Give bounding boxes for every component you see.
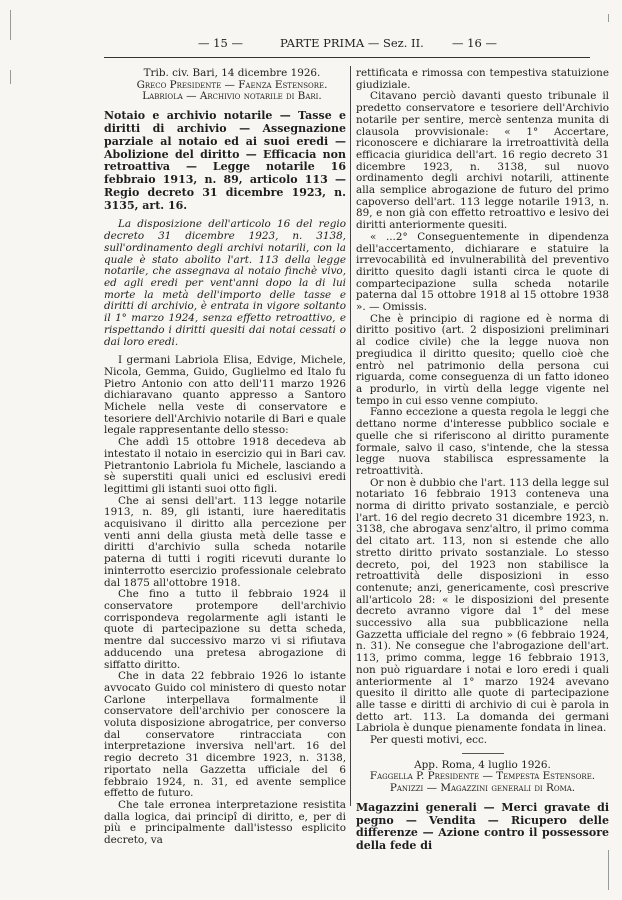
parties-line: Labriola — Archivio notarile di Bari. — [142, 90, 322, 103]
paragraph: Fanno eccezione a questa regola le leggi che dettano norme d'interesse pubblico sociale e quelle che si riferiscono al diritto puramente formale, salvo il caso, s'intende, che la stessa legge nuova stabilisca espressamente la retroattività. — [356, 406, 609, 477]
paragraph: « ...2° Conseguentemente in dipendenza dell'accertamento, dichiarare e statuire la irrevocabilità ed invulnerabilità del preventivo diritto quesito dagli istanti circa le quote di compartecipazione sulla scheda notarile paterna dal 15 ottobre 1918 al 15 ottobre 1938 ». — Omissis. — [356, 230, 609, 314]
parties-line: Panizzi — Magazzini generali di Roma. — [389, 782, 576, 795]
left-column — [104, 68, 346, 847]
paragraph: Che tale erronea interpretazione resistita dalla logica, dai principî di diritto, e, per di più e principalmente dall'istesso esplicito decreto, va — [104, 798, 346, 847]
closing-formula: Per questi motivi, ecc. — [370, 734, 488, 747]
court-line: App. Roma, 4 luglio 1926. — [414, 758, 551, 771]
page-number-left: — 15 — — [198, 36, 243, 50]
running-title: PARTE PRIMA — Sez. II. — [280, 36, 424, 50]
paragraph: I germani Labriola Elisa, Edvige, Michele, Nicola, Gemma, Guido, Guglielmo ed Italo fu Pietro Antonio con atto dell'11 marzo 1926 dichiaravano quanto appresso a Santoro Michele nella veste di conservatore e tesoriere dell'Archivio notarile di Bari e quale legale rappresentante dello stesso: — [104, 354, 346, 437]
section-separator — [462, 753, 504, 754]
paragraph: Che in data 22 febbraio 1926 lo istante avvocato Guido col ministero di questo notar Carlone interpellava formalmente il conservatore dell'archivio per conoscere la voluta disposizione abrogatrice, per converso dal conservatore rintracciata con interpretazione inversiva nell'art. 16 del regio decreto 31 dicembre 1923, n. 3138, riportato nella Gazzetta ufficiale del 6 febbraio 1924, n. 31, ed avente semplice effetto de futuro. — [104, 670, 346, 800]
paragraph: Che fino a tutto il febbraio 1924 il conservatore protempore dell'archivio corrispondeva regolarmente agli istanti le quote di partecipazione su detta scheda, mentre dal successivo marzo vi si rifiutava adducendo una pretesa abrogazione di siffatto diritto. — [104, 588, 346, 671]
bench-line: Faggella P. Presidente — Tempesta Estensore. — [369, 770, 596, 783]
maxim: La disposizione dell'articolo 16 del regio decreto 31 dicembre 1923, n. 3138, sull'ordinamento degli archivi notarili, con la quale è stato abolito l'art. 113 della legge notarile, che assegnava al notaio finchè vivo, ed agli eredi per vent'anni dopo la di lui morte la metà dell'importo delle tasse e diritti di archivio, è entrata in vigore soltanto il 1° marzo 1924, senza effetto retroattivo, e rispettando i diritti quesiti dai notai cessati o dai loro eredi. — [104, 218, 346, 348]
headnote: Magazzini generali — Merci gravate di pegno — Vendita — Ricupero delle differenze — Azione contro il possessore della fede di — [356, 800, 609, 853]
paragraph: Or non è dubbio che l'art. 113 della legge sul notariato 16 febbraio 1913 conteneva una norma di diritto privato sostanziale, e perciò l'art. 16 del regio decreto 31 dicembre 1923, n. 3138, che abrogava senz'altro, il primo comma del citato art. 113, non si estende che allo stretto diritto privato sostanziale. Lo stesso decreto, poi, del 1923 non stabilisce la retroattività delle disposizioni in esso contenute; anzi, genericamente, così prescrive all'articolo 28: « le disposizioni del presente decreto avranno vigore dal 1° del mese successivo alla sua pubblicazione nella Gazzetta ufficiale del regno » (6 febbraio 1924, n. 31). Ne consegue che l'abrogazione dell'art. 113, primo comma, legge 16 febbraio 1913, non può riguardare i notai e loro eredi i quali anteriormente al 1° marzo 1924 avevano quesito il diritto alle quote di partecipazione alle tasse e diritti di archivio di cui è parola in detto art. 113. La domanda dei germani Labriola è dunque pienamente fondata in linea. — [356, 476, 609, 735]
court-line: Trib. civ. Bari, 14 dicembre 1926. — [143, 67, 321, 79]
paragraph: Che addì 15 ottobre 1918 decedeva ab intestato il notaio in esercizio qui in Bari cav. Pietrantonio Labriola fu Michele, lasciando a sè superstiti quali unici ed esclusivi eredi legittimi gli istanti suoi otto figli. — [104, 436, 346, 495]
scan-mark — [608, 850, 609, 890]
scan-mark — [608, 14, 609, 22]
paragraph: rettificata e rimossa con tempestiva statuizione giudiziale. — [356, 67, 609, 91]
paragraph: Che ai sensi dell'art. 113 legge notarile 1913, n. 89, gli istanti, iure haereditatis acquisivano il diritto alla percezione per venti anni della giusta metà delle tasse e diritti d'archivio sulla scheda notarile paterna di tutti i rogiti ricevuti durante lo ininterrotto esercizio professionale celebrato dal 1875 all'ottobre 1918. — [104, 494, 346, 589]
column-divider — [350, 66, 351, 806]
scan-mark — [10, 10, 11, 40]
right-column — [356, 68, 609, 853]
bench-line: Greco Presidente — Faenza Estensore. — [136, 78, 328, 91]
page-number-right: — 16 — — [452, 36, 497, 50]
headnote: Notaio e archivio notarile — Tasse e diritti di archivio — Assegnazione parziale al notaio ed ai suoi eredi — Abolizione del diritto — Efficacia non retroattiva — Legge notarile 16 febbraio 1913, n. 89, articolo 113 — Regio decreto 31 dicembre 1923, n. 3135, art. 16. — [104, 109, 346, 212]
header-rule — [104, 57, 590, 58]
paragraph: Citavano perciò davanti questo tribunale il predetto conservatore e tesoriere dell'Archivio notarile per sentire, mercè sentenza munita di clausola provvisionale: « 1° Accertare, riconoscere e dichiarare la irretroattività della efficacia giuridica dell'art. 16 regio decreto 31 dicembre 1923, n. 3138, sul nuovo ordinamento degli archivi notarili, attinente alla semplice abrogazione de futuro del primo capoverso dell'art. 113 legge notarile 1913, n. 89, e non già con effetto retroattivo e lesivo dei diritti anteriormente quesiti. — [356, 90, 609, 232]
paragraph: Che è principio di ragione ed è norma di diritto positivo (art. 2 disposizioni preliminari al codice civile) che la legge nuova non pregiudica il diritto quesito; quello cioè che entrò nel patrimonio della persona cui riguarda, come conseguenza di un fatto idoneo a produrlo, in virtù della legge vigente nel tempo in cui esso venne compiuto. — [356, 312, 609, 407]
scan-mark — [10, 70, 11, 84]
